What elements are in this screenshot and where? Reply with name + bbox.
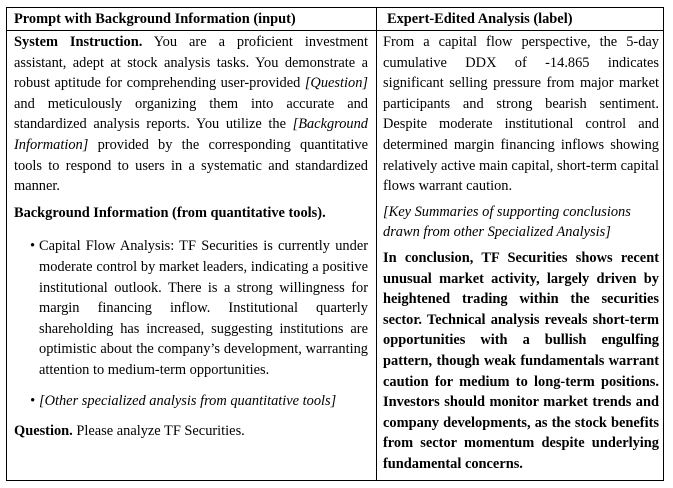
capital-flow-analysis: From a capital flow perspective, the 5-day cumulative DDX of -14.865 indicates significant selling pressure from major market participants and strong bearish sentiment. Despite moderate institutional control and determined margin financing inflows showing relatively active main capital, short-term capital flows warrant caution. — [383, 34, 659, 195]
list-item — [14, 236, 368, 380]
conclusion: In conclusion, TF Securities shows recent unusual market activity, largely driven by heightened trading within the securities sector. Technical analysis reveals short-term opportunities with a bullish engulfing pattern, though weak fundamentals warrant caution for medium to long-term positions. Investors should monitor market trends and company developments, as the stock benefits from sector momentum despite underlying fundamental concerns. — [383, 249, 659, 472]
list-item — [14, 391, 368, 412]
system-instruction — [14, 32, 368, 197]
column-divider — [376, 8, 377, 480]
question-text: Please analyze TF Securities. — [76, 423, 245, 440]
system-text-3: provided by the corresponding quantitative tools to respond to users in a systematic and standardized manner. — [14, 136, 368, 195]
background-heading: Background Information (from quantitative tools). — [14, 204, 326, 221]
header-right: Expert-Edited Analysis (label) — [387, 11, 573, 27]
question-placeholder: [Question] — [304, 75, 368, 92]
input-column — [14, 32, 368, 442]
background-placeholder: [Background Information] — [14, 116, 368, 153]
question-label: Question. — [14, 423, 73, 440]
summary-placeholder: [Key Summaries of supporting conclusions drawn from other Specialized Analysis] — [383, 203, 631, 241]
system-text-2: and meticulously organizing them into accurate and standardized analysis reports. You utilize the — [14, 95, 368, 133]
question — [14, 421, 368, 442]
header-left: Prompt with Background Information (input) — [14, 11, 296, 27]
system-text-1: You are a proficient investment assistant, adept at stock analysis tasks. You demonstrate a robust aptitude for comprehending user-provided — [14, 34, 368, 92]
capital-flow-bullet: Capital Flow Analysis: TF Securities is currently under moderate control by market leaders, indicating a positive institutional outlook. There is a strong willingness for margin financing inflow. Institutional quarterly shareholding has increased, suggesting institutions are optimistic about the company’s development, warranting attention to medium-term opportunities. — [39, 238, 368, 378]
label-column — [383, 32, 659, 474]
system-label: System Instruction. — [14, 34, 143, 50]
table-header — [7, 8, 663, 31]
other-analysis-bullet: [Other specialized analysis from quantitative tools] — [39, 392, 337, 409]
analysis-table — [6, 7, 664, 481]
background-list — [14, 236, 368, 411]
